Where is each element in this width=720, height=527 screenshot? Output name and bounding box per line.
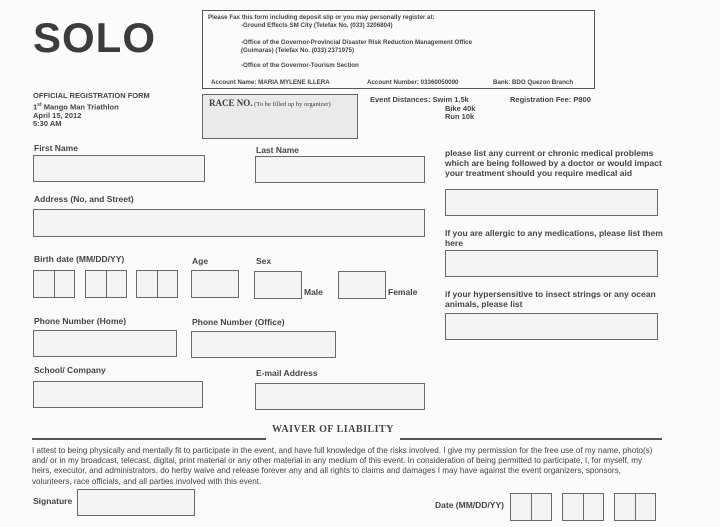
school-field[interactable] [33,381,203,408]
event-distances [370,96,475,122]
medical-question-2: If you are allergic to any medications, please list them here [445,228,663,248]
distance-bike: Bike 40k [445,103,476,113]
birth-date-label: Birth date (MM/DD/YY) [34,254,125,264]
phone-home-field[interactable] [33,330,177,357]
allergies-field[interactable] [445,250,658,277]
signature-label: Signature [33,496,73,506]
male-label: Male [304,287,323,297]
race-no-note: (To be filled up by organizer) [252,101,331,108]
account-number: Account Number: 03360050090 [367,79,459,86]
account-name: Account Name: MARIA MYLENE ILLERA [211,79,330,86]
fax-notice-line4: (Guimaras) (Telefax No. (033) 2371975) [241,47,355,54]
waiver-text: I attest to being physically and mentally fit to participate in the event, and have full knowledge of the risks involved. I give my permission for the free use of my name, photo(s) and/ or in my broadcast, telecast, digital, print material or any other material in any medium of this event. In consideration of being permitted to participate, I, for myself, my heirs, executor, and administrators, do herby waive and release forever any and all rights to claims and damages I may have against the event organizers, sponsors, volunteers, race officials, and all parties involved with this event. [32,446,653,486]
event-info [33,92,150,129]
medical-question-1: please list any current or chronic medical problems which are being followed by a doctor or would impact your treatment should you require medical aid [445,148,662,178]
email-label: E-mail Address [256,368,318,378]
sex-female-box[interactable] [338,271,386,299]
waiver-rule-right [400,438,662,440]
date-label: Date (MM/DD/YY) [435,500,504,510]
address-field[interactable] [33,209,425,237]
sign-year-field[interactable] [614,493,656,521]
address-label: Address (No, and Street) [34,194,134,204]
solo-logo: SOLO [33,14,157,61]
phone-home-label: Phone Number (Home) [34,316,127,326]
phone-office-label: Phone Number (Office) [192,317,285,327]
last-name-label: Last Name [256,145,299,155]
distance-swim: Event Distances: Swim 1.5k [370,95,469,104]
email-field[interactable] [255,383,425,410]
last-name-field[interactable] [255,156,425,183]
event-ordinal-suffix: st [37,101,42,108]
school-label: School/ Company [34,365,106,375]
first-name-label: First Name [34,143,78,153]
age-label: Age [192,256,209,266]
fax-notice-line2: -Ground Effects SM City (Telefax No. (033) 3206804) [241,22,393,29]
fax-notice-line5: -Office of the Governor-Tourism Section [241,62,359,69]
event-name-line [33,101,150,112]
event-name: Mango Man Triathlon [41,102,119,111]
phone-office-field[interactable] [191,331,336,358]
female-label: Female [388,287,418,297]
birth-day-field[interactable] [85,270,127,298]
waiver-title: WAIVER OF LIABILITY [272,424,394,435]
fax-notice-box [202,10,595,89]
fax-notice-line1: Please Fax this form including deposit slip or you may personally register at: [208,14,435,21]
form-title: OFFICIAL REGISTRATION FORM [33,91,150,100]
race-no-label: RACE NO. [209,98,253,108]
sex-male-box[interactable] [254,271,302,299]
medical-question-3: if your hypersensitive to insect strings or any ocean animals, please list [445,289,656,309]
hypersensitivity-field[interactable] [445,313,658,340]
bank-name: Bank: BDO Quezon Branch [493,79,574,86]
distance-run: Run 10k [445,112,475,121]
registration-fee: Registration Fee: P800 [510,95,591,104]
birth-year-field[interactable] [136,270,178,298]
signature-field[interactable] [77,489,195,516]
race-no-box [202,94,358,139]
event-ordinal: 1 [33,102,38,111]
age-field[interactable] [191,270,239,298]
sign-month-field[interactable] [510,493,552,521]
waiver-rule-left [32,438,266,440]
sex-label: Sex [256,256,272,266]
event-time: 5:30 AM [33,119,62,128]
event-date: April 15, 2012 [33,110,82,120]
medical-problems-field[interactable] [445,189,658,216]
sign-day-field[interactable] [562,493,604,521]
birth-month-field[interactable] [33,270,75,298]
fax-notice-line3: -Office of the Governor-Provincial Disaster Risk Reduction Management Office [241,39,473,46]
first-name-field[interactable] [33,155,205,182]
